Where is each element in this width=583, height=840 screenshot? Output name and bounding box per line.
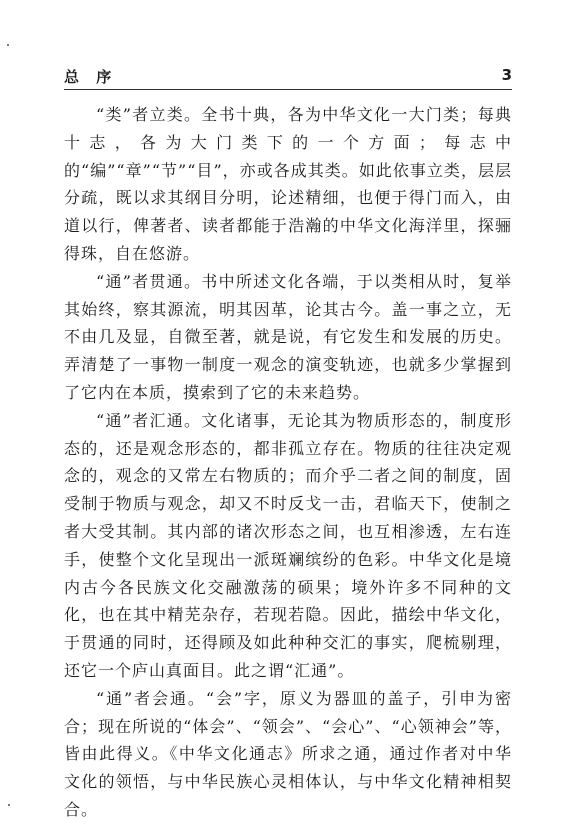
header-rule (64, 89, 512, 90)
paragraph-huitong-meaning: “通”者会通。“会”字，原义为器皿的盖子，引申为密合；现在所说的“体会”、“领会”、“会心”、“心领神会”等，皆由此得义。《中华文化通志》所求之通，通过作者对中华文化的领悟，与中华民族心灵相体认，与中华文化精神相契合。 (64, 688, 512, 819)
body-text (64, 101, 512, 824)
scan-speck (7, 44, 9, 46)
paragraph-huitong: “通”者汇通。文化诸事，无论其为物质形态的，制度形态的，还是观念形态的，都非孤立存在。物质的往往决定观念的，观念的又常左右物质的；而介乎二者之间的制度，固受制于物质与观念，却又不时反戈一击，君临天下，使制之者大受其制。其内部的诸次形态之间，也互相渗透，左右连手，使整个文化呈现出一派斑斓缤纷的色彩。中华文化是境内古今各民族文化交融激荡的硕果；境外许多不同种的文化，也在其中精芜杂存，若现若隐。因此，描绘中华文化，于贯通的同时，还得顾及如此种种交汇的事实，爬梳剔理，还它一个庐山真面目。此之谓“汇通”。 (64, 410, 512, 680)
paragraph-guantong: “通”者贯通。书中所述文化各端，于以类相从时，复举其始终，察其源流，明其因革，论其古今。盖一事之立，无不由几及显，自微至著，就是说，有它发生和发展的历史。弄清楚了一事物一制度一观念的演变轨迹，也就多少掌握到了它内在本质，摸索到了它的未来趋势。 (64, 271, 512, 402)
running-title: 总 序 (64, 68, 118, 86)
page-header (64, 66, 512, 84)
paragraph-lei: “类”者立类。全书十典，各为中华文化一大门类；每典十志，各为大门类下的一个方面；每志中的“编”“章”“节”“目”，亦或各成其类。如此依事立类，层层分疏，既以求其纲目分明，论述精细，也便于得门而入，由道以行，俾著者、读者都能于浩瀚的中华文化海洋里，探骊得珠，自在悠游。 (64, 105, 512, 263)
page-number: 3 (501, 66, 512, 84)
scan-speck (8, 804, 10, 806)
